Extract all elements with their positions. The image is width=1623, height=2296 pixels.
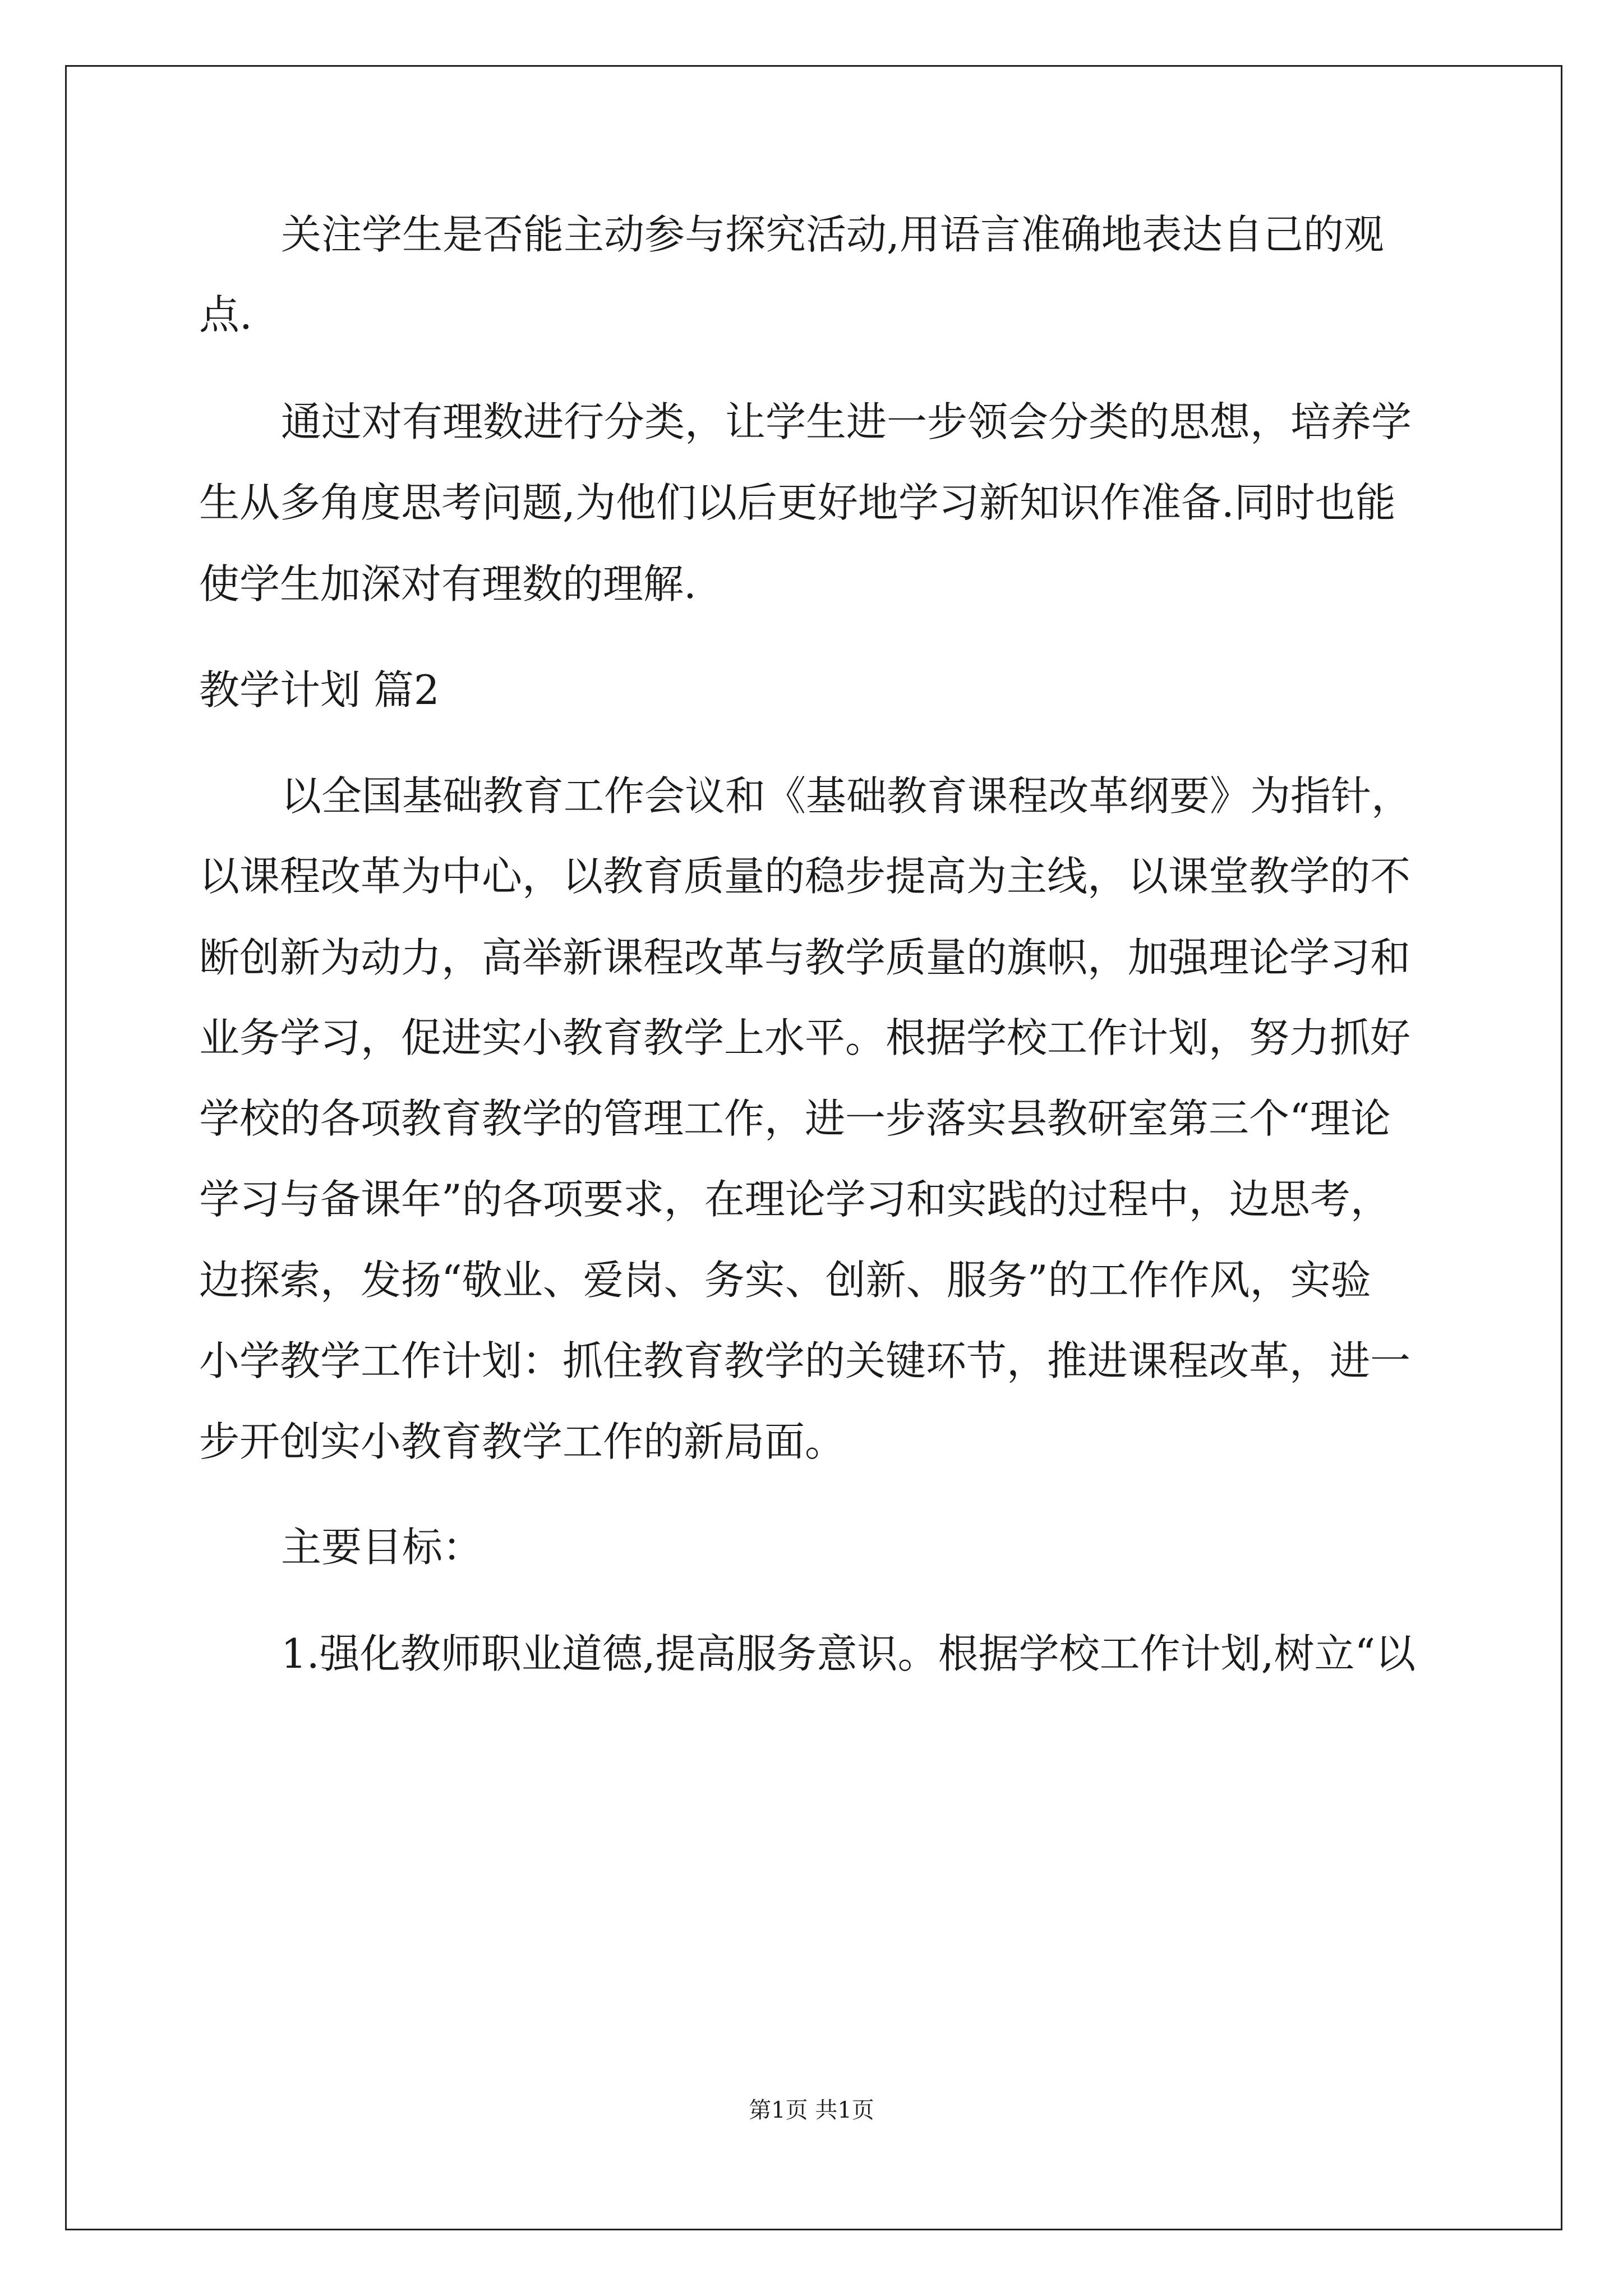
paragraph-line: 边探索，发扬“敬业、爱岗、务实、创新、服务”的工作作风，实验 — [199, 1257, 1371, 1304]
paragraph-line: 以全国基础教育工作会议和《基础教育课程改革纲要》为指针， — [281, 772, 1412, 820]
paragraph-line: 关注学生是否能主动参与探究活动,用语言准确地表达自己的观 — [281, 211, 1384, 258]
paragraph-line: 1.强化教师职业道德,提高服务意识。根据学校工作计划,树立“以 — [281, 1630, 1416, 1677]
page-border — [65, 65, 1562, 2230]
paragraph-line: 以课程改革为中心，以教育质量的稳步提高为主线，以课堂教学的不 — [199, 853, 1411, 900]
paragraph-line: 使学生加深对有理数的理解. — [199, 560, 697, 608]
paragraph-line: 步开创实小教育教学工作的新局面。 — [199, 1418, 846, 1465]
paragraph-line: 断创新为动力，高举新课程改革与教学质量的旗帜，加强理论学习和 — [199, 934, 1411, 981]
section-heading: 教学计划 篇2 — [199, 666, 440, 714]
paragraph-line: 点. — [199, 291, 252, 338]
paragraph-line: 通过对有理数进行分类，让学生进一步领会分类的思想，培养学 — [281, 398, 1412, 445]
page-footer: 第1页 共1页 — [749, 2097, 874, 2123]
paragraph-line: 主要目标： — [281, 1524, 483, 1571]
paragraph-line: 学习与备课年”的各项要求，在理论学习和实践的过程中，边思考， — [199, 1176, 1391, 1223]
paragraph-line: 生从多角度思考问题,为他们以后更好地学习新知识作准备.同时也能 — [199, 479, 1396, 526]
paragraph-line: 业务学习，促进实小教育教学上水平。根据学校工作计划，努力抓好 — [199, 1014, 1411, 1061]
paragraph-line: 小学教学工作计划：抓住教育教学的关键环节，推进课程改革，进一 — [199, 1337, 1411, 1384]
paragraph-line: 学校的各项教育教学的管理工作，进一步落实县教研室第三个“理论 — [199, 1095, 1391, 1142]
